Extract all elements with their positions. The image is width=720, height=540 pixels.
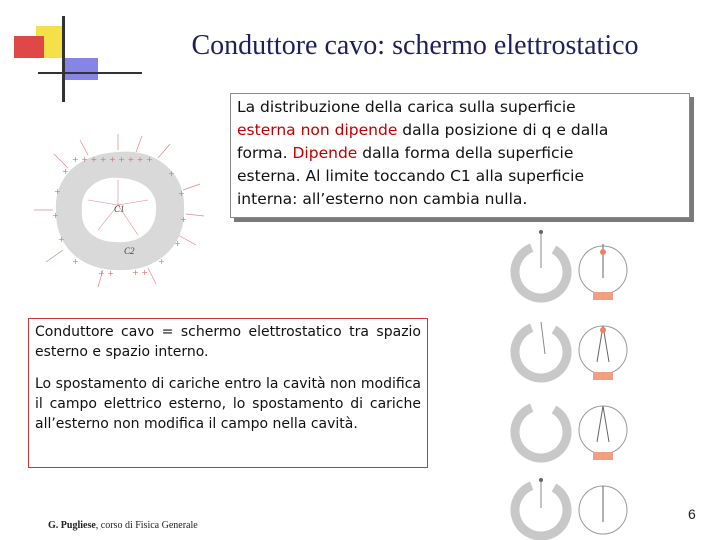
svg-text:+: + [178, 189, 185, 198]
svg-text:+: + [58, 235, 65, 244]
svg-text:+: + [72, 257, 79, 266]
box1-line5: interna: all’esterno non cambia nulla. [237, 190, 528, 208]
box1-line4: esterna. Al limite toccando C1 alla superficie [237, 167, 584, 185]
experiment-2 [505, 316, 627, 387]
decor-vertical-line [62, 16, 65, 102]
label-c1: C1 [114, 204, 125, 214]
experiment-4 [505, 474, 627, 540]
box1-red-non-dipende: non dipende [300, 121, 398, 139]
svg-text:+: + [158, 257, 165, 266]
box1-red-dipende: Dipende [292, 144, 358, 162]
explanation-box-bottom [28, 318, 428, 468]
footer-course: , corso di Fisica Generale [95, 520, 198, 531]
explanation-box-top [230, 93, 690, 218]
svg-text:+: + [62, 167, 69, 176]
page-number: 6 [688, 506, 696, 522]
decor-horizontal-line [38, 72, 142, 74]
decor-blue-block [64, 58, 98, 80]
box1-line2-rest: dalla posizione di q e dalla [397, 121, 609, 139]
box2-para2: Lo spostamento di cariche entro la cavità non modifica il campo elettrico esterno, lo spostamento di cariche all’esterno non modifica il campo nella cavità. [35, 376, 421, 432]
box1-text [237, 96, 683, 211]
svg-text:+ + + + + + + + +: + + + + + + + + + [72, 155, 153, 164]
electroscope-figures [505, 222, 655, 540]
svg-text:+: + [168, 169, 175, 178]
box1-red-esterna: esterna [237, 121, 296, 139]
slide-title: Conduttore cavo: schermo elettrostatico [191, 30, 639, 61]
experiment-1 [505, 230, 627, 308]
svg-text:+ +: + + [132, 268, 148, 277]
svg-text:+: + [174, 239, 181, 248]
svg-text:+: + [54, 187, 61, 196]
box2-para1: Conduttore cavo = schermo elettrostatico tra spazio esterno e spazio interno. [35, 324, 421, 360]
footer-credit [48, 520, 198, 531]
hollow-conductor-figure [28, 130, 208, 290]
box1-line3-pre: forma. [237, 144, 293, 162]
footer-author: G. Pugliese [48, 520, 96, 531]
label-c2: C2 [124, 246, 135, 256]
decor-red-block [14, 36, 44, 58]
svg-text:+: + [180, 215, 187, 224]
box1-line1: La distribuzione della carica sulla superficie [237, 98, 576, 116]
box1-line3-rest: dalla forma della superficie [357, 144, 574, 162]
svg-text:+ +: + + [98, 269, 114, 278]
experiment-3 [505, 396, 627, 467]
svg-text:+: + [52, 211, 59, 220]
